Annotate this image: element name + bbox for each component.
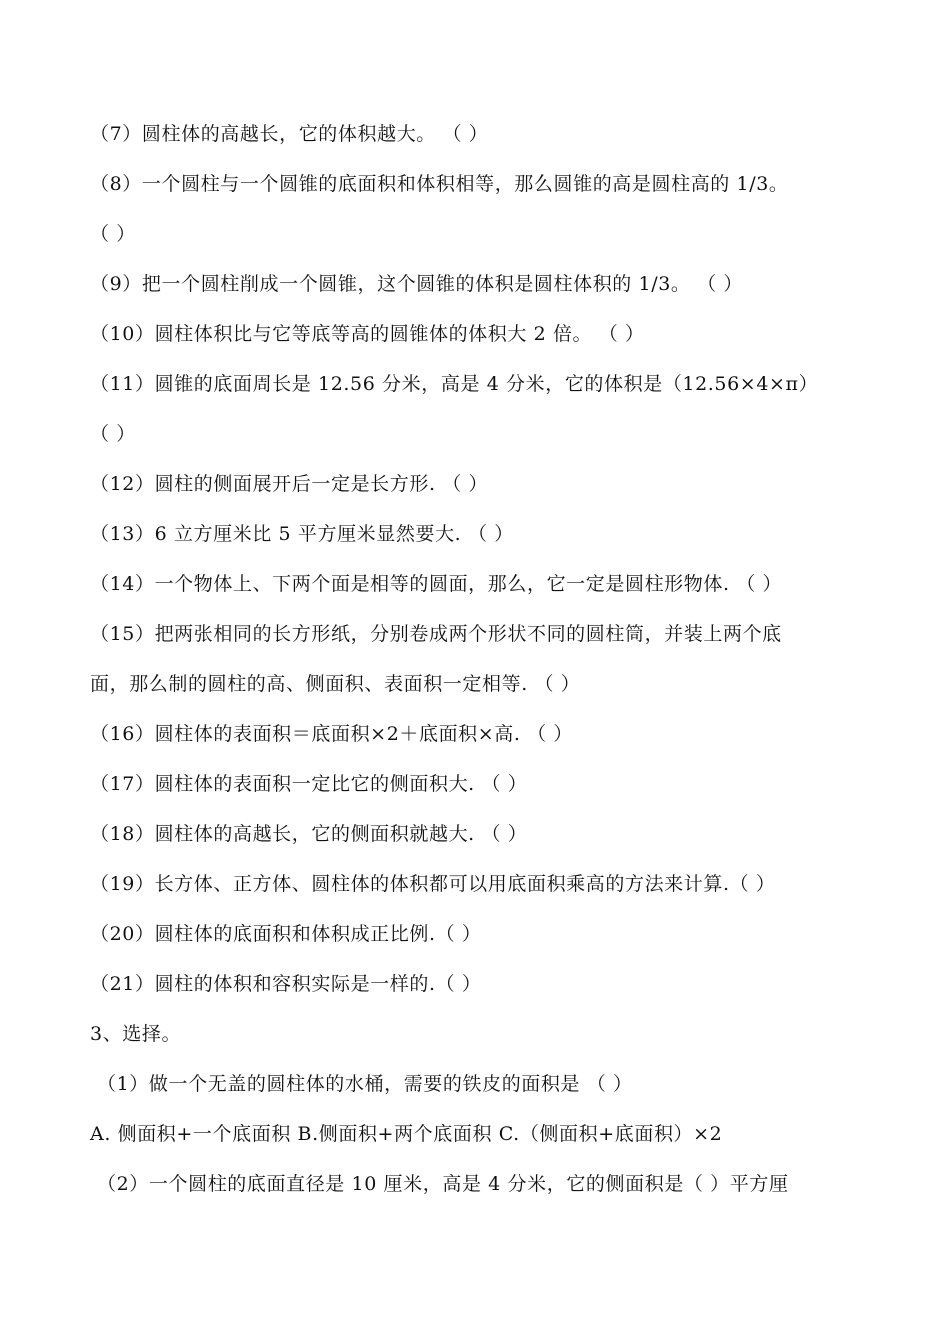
choice-question-1: （1）做一个无盖的圆柱体的水桶，需要的铁皮的面积是 （ ） — [97, 1073, 633, 1095]
choice-question-2: （2）一个圆柱的底面直径是 10 厘米，高是 4 分米，它的侧面积是（ ）平方厘 — [97, 1173, 789, 1195]
statement-14: （14）一个物体上、下两个面是相等的圆面，那么，它一定是圆柱形物体. （ ） — [90, 573, 783, 595]
statement-19: （19）长方体、正方体、圆柱体的体积都可以用底面积乘高的方法来计算.（ ） — [90, 873, 776, 895]
statement-16: （16）圆柱体的表面积＝底面积×2＋底面积×高. （ ） — [90, 723, 574, 745]
statement-11-answer: （ ） — [90, 423, 136, 445]
statement-9: （9）把一个圆柱削成一个圆锥，这个圆锥的体积是圆柱体积的 1/3。 （ ） — [90, 273, 743, 295]
statement-11: （11）圆锥的底面周长是 12.56 分米，高是 4 分米，它的体积是（12.56×4×π） — [90, 373, 819, 395]
statement-15: （15）把两张相同的长方形纸，分别卷成两个形状不同的圆柱筒，并装上两个底 — [90, 623, 782, 645]
statement-10: （10）圆柱体积比与它等底等高的圆锥体的体积大 2 倍。 （ ） — [90, 323, 645, 345]
statement-7: （7）圆柱体的高越长，它的体积越大。 （ ） — [90, 123, 489, 145]
statement-18: （18）圆柱体的高越长，它的侧面积就越大. （ ） — [90, 823, 528, 845]
section-heading-choice: 3、选择。 — [90, 1023, 182, 1045]
statement-17: （17）圆柱体的表面积一定比它的侧面积大. （ ） — [90, 773, 528, 795]
statement-8: （8）一个圆柱与一个圆锥的底面积和体积相等，那么圆锥的高是圆柱高的 1/3。 — [90, 173, 789, 195]
statement-20: （20）圆柱体的底面积和体积成正比例.（ ） — [90, 923, 482, 945]
statement-8-answer: （ ） — [90, 223, 136, 245]
statement-15-continued: 面，那么制的圆柱的高、侧面积、表面积一定相等. （ ） — [90, 673, 581, 695]
choice-question-1-options: A. 侧面积+一个底面积 B.侧面积+两个底面积 C.（侧面积+底面积）×2 — [90, 1123, 723, 1145]
statement-21: （21）圆柱的体积和容积实际是一样的.（ ） — [90, 973, 482, 995]
statement-13: （13）6 立方厘米比 5 平方厘米显然要大. （ ） — [90, 523, 514, 545]
statement-12: （12）圆柱的侧面展开后一定是长方形. （ ） — [90, 473, 489, 495]
